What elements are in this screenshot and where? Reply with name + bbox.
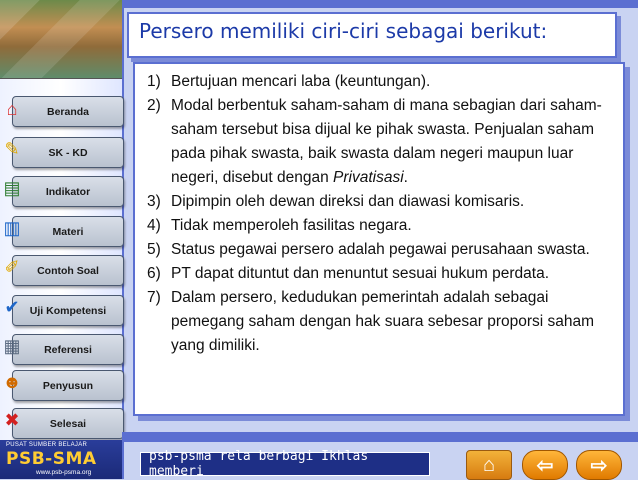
list-number: 4) — [147, 217, 161, 234]
nav-beranda-button[interactable] — [12, 96, 124, 127]
nav-indikator-button[interactable] — [12, 176, 124, 207]
nav-sk-kd-button[interactable] — [12, 137, 124, 168]
logo-url: www.psb-psma.org — [36, 469, 92, 476]
nav-label: Contoh Soal — [37, 264, 99, 277]
nav-label: Materi — [52, 225, 84, 238]
nav-label: Indikator — [45, 185, 91, 198]
list-text: PT dapat dituntut dan menuntut sesuai hukum perdata. — [171, 265, 549, 282]
list-text: Bertujuan mencari laba (keuntungan). — [171, 73, 431, 90]
list-number: 3) — [147, 193, 161, 210]
nav-uji-kompetensi-button[interactable] — [12, 295, 124, 326]
nav-label: Beranda — [46, 105, 89, 118]
nav-label: Selesai — [49, 417, 87, 430]
document-icon: ▦ — [3, 335, 21, 356]
list-text-italic: Privatisasi — [333, 169, 404, 186]
list-item — [147, 94, 621, 190]
list-number: 1) — [147, 73, 161, 90]
list-item — [147, 262, 621, 286]
nav-label: Uji Kompetensi — [29, 304, 107, 317]
list-number: 7) — [147, 289, 161, 306]
nav-label: SK - KD — [48, 146, 88, 159]
nav-label: Referensi — [44, 343, 92, 356]
nav-label: Penyusun — [42, 379, 94, 392]
nav-referensi-button[interactable] — [12, 334, 124, 365]
nav-penyusun-button[interactable] — [12, 370, 124, 401]
list-text-suffix: . — [403, 169, 408, 186]
list-item — [147, 238, 621, 262]
logo-subtitle: PUSAT SUMBER BELAJAR — [6, 442, 88, 448]
list-text: Dalam persero, kedudukan pemerintah adalah sebagai pemegang saham dengan hak suara sebesar proporsi saham yang dimiliki. — [171, 289, 595, 354]
list-text: Status pegawai persero adalah pegawai perusahaan swasta. — [171, 241, 590, 258]
previous-button[interactable] — [522, 450, 568, 480]
close-icon: ✖ — [4, 409, 20, 430]
footer-tagline — [140, 449, 430, 479]
nav-selesai-button[interactable] — [12, 408, 124, 439]
page-title: Persero memiliki ciri-ciri sebagai berikut: — [139, 19, 548, 43]
chart-icon: ▤ — [3, 177, 21, 198]
nav-materi-button[interactable] — [12, 216, 124, 247]
home-button[interactable] — [466, 450, 512, 480]
money-banner-image — [0, 0, 122, 79]
list-item — [147, 70, 621, 94]
logo-title: PSB-SMA — [6, 449, 97, 469]
characteristics-list — [147, 70, 621, 358]
list-number: 6) — [147, 265, 161, 282]
house-icon: ⌂ — [6, 98, 18, 119]
next-button[interactable] — [576, 450, 622, 480]
footer-text: psb-psma rela berbagi Ikhlas memberi — [149, 449, 369, 479]
list-item — [147, 190, 621, 214]
list-text: Modal berbentuk saham-saham di mana sebagian dari saham-saham tersebut bisa dijual ke pihak swasta. Penjualan saham pada pihak swasta, baik swasta dalam negeri maupun luar negeri, disebut dengan — [171, 97, 602, 186]
check-icon: ✔ — [4, 296, 20, 317]
content-box — [133, 62, 625, 416]
list-number: 5) — [147, 241, 161, 258]
list-number: 2) — [147, 97, 161, 114]
bottom-decor-bar — [122, 432, 638, 442]
notepad-icon: ✐ — [4, 256, 20, 277]
home-icon: ⌂ — [482, 453, 496, 476]
arrow-right-icon: ⇨ — [590, 454, 608, 477]
psb-sma-logo — [0, 440, 122, 479]
books-icon: ▥ — [3, 217, 21, 238]
list-text: Tidak memperoleh fasilitas negara. — [171, 217, 412, 234]
top-decor-bar — [122, 0, 638, 8]
title-box — [127, 12, 617, 58]
list-text: Dipimpin oleh dewan direksi dan diawasi komisaris. — [171, 193, 525, 210]
list-item — [147, 286, 621, 358]
arrow-left-icon: ⇦ — [536, 454, 554, 477]
pencil-icon: ✎ — [4, 138, 20, 159]
nav-contoh-soal-button[interactable] — [12, 255, 124, 286]
list-item — [147, 214, 621, 238]
person-icon: ☻ — [2, 371, 22, 392]
sidebar — [0, 0, 124, 479]
